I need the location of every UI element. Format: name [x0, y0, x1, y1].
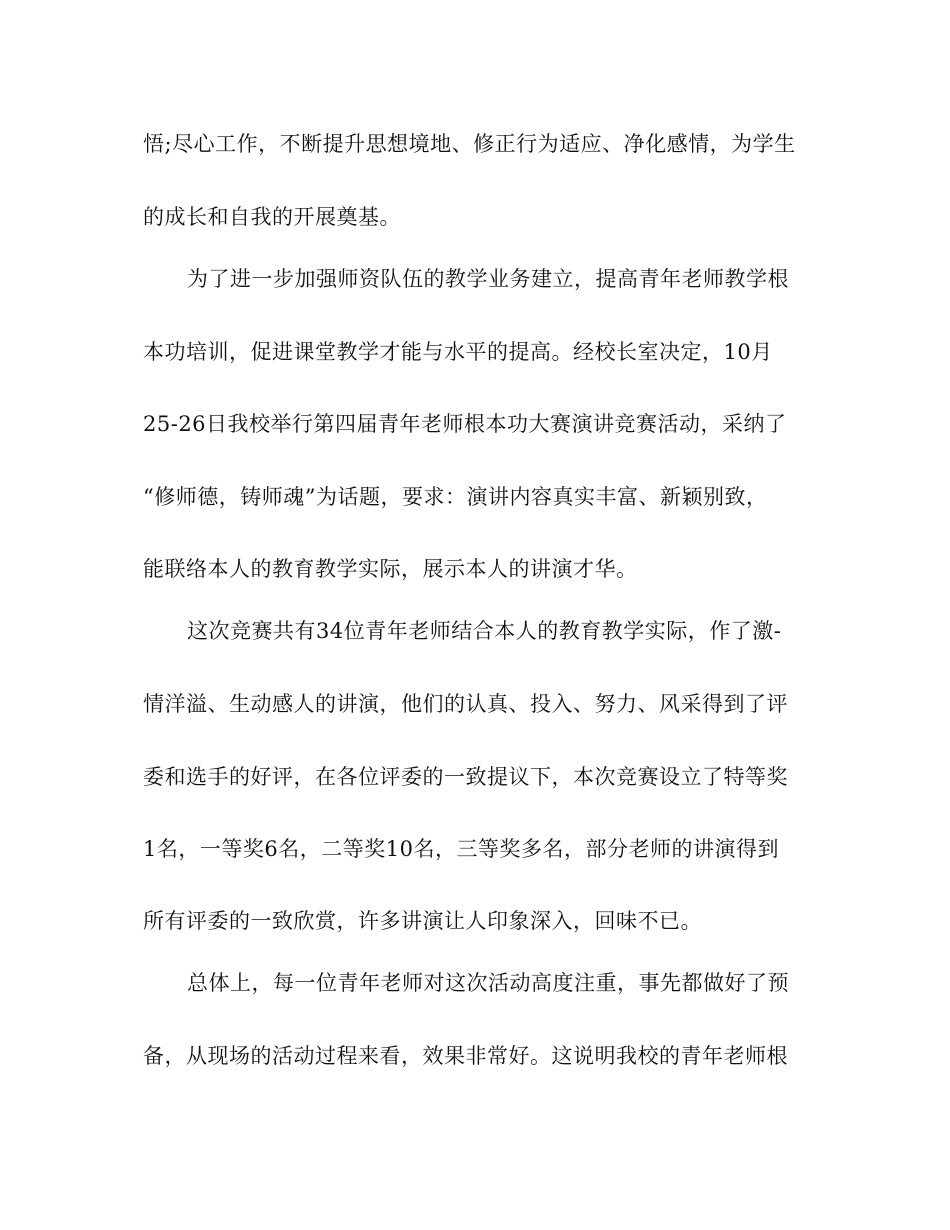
paragraph-start-line: 这次竞赛共有34位青年老师结合本人的教育教学实际，作了激- [187, 619, 782, 643]
text-line: 能联络本人的教育教学实际，展示本人的讲演才华。 [143, 557, 638, 581]
text-line: 悟;尽心工作，不断提升思想境地、修正行为适应、净化感情，为学生 [143, 132, 796, 156]
paragraph-start-line: 为了进一步加强师资队伍的教学业务建立，提高青年老师教学根 [187, 267, 789, 291]
text-line: 的成长和自我的开展奠基。 [143, 205, 401, 229]
text-line: 1名，一等奖6名，二等奖10名，三等奖多名，部分老师的讲演得到 [143, 837, 779, 861]
text-line: 委和选手的好评，在各位评委的一致提议下，本次竞赛设立了特等奖 [143, 765, 788, 789]
text-line: 本功培训，促进课堂教学才能与水平的提高。经校长室决定，10月 [143, 340, 773, 364]
text-line: 所有评委的一致欣赏，许多讲演让人印象深入，回味不已。 [143, 909, 702, 933]
text-line: 情洋溢、生动感人的讲演，他们的认真、投入、努力、风采得到了评 [143, 692, 788, 716]
text-line: “修师德，铸师魂”为话题，要求：演讲内容真实丰富、新颖别致， [143, 485, 768, 509]
text-line: 25-26日我校举行第四届青年老师根本功大赛演讲竞赛活动，采纳了 [143, 412, 787, 436]
paragraph-start-line: 总体上，每一位青年老师对这次活动高度注重，事先都做好了预 [187, 971, 789, 995]
text-line: 备，从现场的活动过程来看，效果非常好。这说明我校的青年老师根 [143, 1044, 788, 1068]
